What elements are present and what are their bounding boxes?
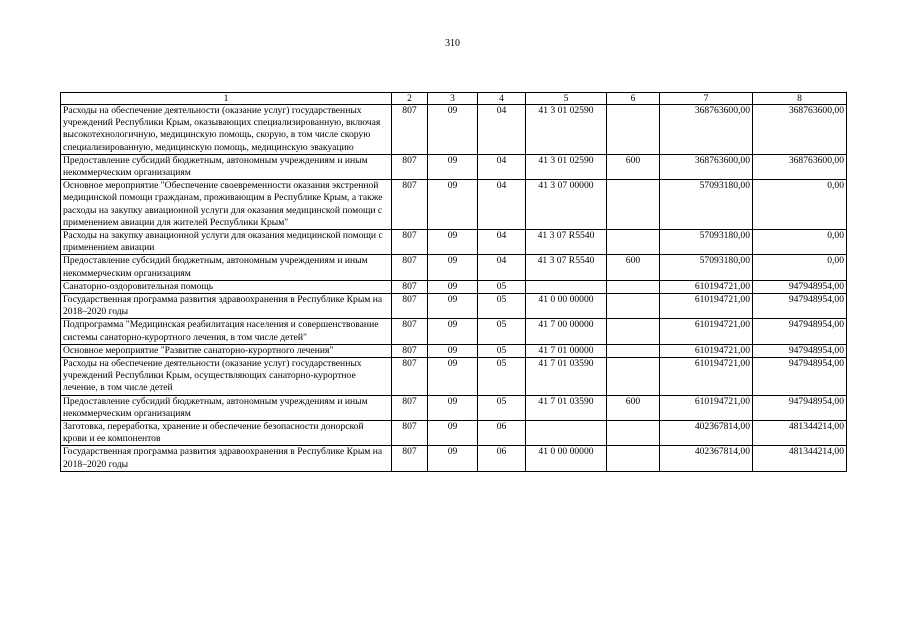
column-header: 6 [607, 93, 660, 105]
row-name-cell: Предоставление субсидий бюджетным, автономным учреждениям и иным некоммерческим организациям [61, 255, 392, 280]
expense-type-cell [607, 280, 660, 293]
target-article-cell: 41 7 00 00000 [526, 319, 607, 344]
section-code-cell: 09 [428, 294, 478, 319]
row-name-cell: Расходы на обеспечение деятельности (оказание услуг) государственных учреждений Республики Крым, оказывающих специализированную, включая высокотехнологичную, медицинскую помощь, скорую, в том числе скорую специализированную, медицинскую помощь, медицинскую эвакуацию [61, 105, 392, 155]
expense-type-cell [607, 319, 660, 344]
amount-2019-cell: 610194721,00 [660, 294, 753, 319]
expense-type-cell [607, 105, 660, 155]
amount-2019-cell: 610194721,00 [660, 319, 753, 344]
subsection-code-cell: 06 [478, 446, 526, 471]
target-article-cell: 41 0 00 00000 [526, 446, 607, 471]
column-header: 4 [478, 93, 526, 105]
table-row [61, 230, 847, 255]
target-article-cell: 41 3 07 R5540 [526, 255, 607, 280]
amount-2020-cell: 947948954,00 [753, 280, 847, 293]
target-article-cell: 41 7 01 00000 [526, 344, 607, 357]
amount-2020-cell: 368763600,00 [753, 105, 847, 155]
row-name-cell: Государственная программа развития здравоохранения в Республике Крым на 2018–2020 годы [61, 294, 392, 319]
row-name-cell: Расходы на обеспечение деятельности (оказание услуг) государственных учреждений Республики Крым, осуществляющих санаторно-курортное лечение, в том числе детей [61, 358, 392, 396]
amount-2020-cell: 947948954,00 [753, 358, 847, 396]
header-row [61, 93, 847, 105]
budget-table [60, 92, 847, 472]
expense-type-cell [607, 446, 660, 471]
target-article-cell: 41 7 01 03590 [526, 358, 607, 396]
section-code-cell: 09 [428, 180, 478, 230]
subsection-code-cell: 05 [478, 294, 526, 319]
table-row [61, 255, 847, 280]
target-article-cell: 41 0 00 00000 [526, 294, 607, 319]
ministry-code-cell: 807 [392, 105, 428, 155]
row-name-cell: Подпрограмма "Медицинская реабилитация населения и совершенствование системы санаторно-курортного лечения, в том числе детей" [61, 319, 392, 344]
row-name-cell: Основное мероприятие "Обеспечение своевременности оказания экстренной медицинской помощи гражданам, проживающим в Республике Крым, а также расходы на закупку авиационной услуги для оказания медицинской помощи с применением авиации для жителей Республики Крым" [61, 180, 392, 230]
table-row [61, 280, 847, 293]
table-body [61, 105, 847, 472]
ministry-code-cell: 807 [392, 344, 428, 357]
amount-2019-cell: 402367814,00 [660, 446, 753, 471]
section-code-cell: 09 [428, 105, 478, 155]
ministry-code-cell: 807 [392, 230, 428, 255]
section-code-cell: 09 [428, 280, 478, 293]
amount-2019-cell: 57093180,00 [660, 255, 753, 280]
expense-type-cell [607, 230, 660, 255]
target-article-cell: 41 3 07 R5540 [526, 230, 607, 255]
table-row [61, 319, 847, 344]
table-row [61, 344, 847, 357]
column-header: 2 [392, 93, 428, 105]
subsection-code-cell: 05 [478, 395, 526, 420]
table-row [61, 180, 847, 230]
row-name-cell: Основное мероприятие "Развитие санаторно-курортного лечения" [61, 344, 392, 357]
section-code-cell: 09 [428, 446, 478, 471]
amount-2019-cell: 610194721,00 [660, 280, 753, 293]
column-header: 3 [428, 93, 478, 105]
subsection-code-cell: 05 [478, 319, 526, 344]
amount-2020-cell: 947948954,00 [753, 294, 847, 319]
ministry-code-cell: 807 [392, 255, 428, 280]
subsection-code-cell: 04 [478, 180, 526, 230]
amount-2020-cell: 947948954,00 [753, 395, 847, 420]
table-row [61, 395, 847, 420]
amount-2019-cell: 610194721,00 [660, 358, 753, 396]
table-row [61, 294, 847, 319]
row-name-cell: Предоставление субсидий бюджетным, автономным учреждениям и иным некоммерческим организациям [61, 395, 392, 420]
target-article-cell: 41 3 07 00000 [526, 180, 607, 230]
column-header: 5 [526, 93, 607, 105]
row-name-cell: Расходы на закупку авиационной услуги для оказания медицинской помощи с применением авиации [61, 230, 392, 255]
amount-2020-cell: 0,00 [753, 255, 847, 280]
ministry-code-cell: 807 [392, 294, 428, 319]
subsection-code-cell: 04 [478, 154, 526, 179]
amount-2019-cell: 610194721,00 [660, 395, 753, 420]
table-row [61, 446, 847, 471]
expense-type-cell [607, 294, 660, 319]
amount-2020-cell: 481344214,00 [753, 421, 847, 446]
amount-2020-cell: 368763600,00 [753, 154, 847, 179]
subsection-code-cell: 04 [478, 230, 526, 255]
target-article-cell [526, 280, 607, 293]
subsection-code-cell: 05 [478, 280, 526, 293]
ministry-code-cell: 807 [392, 358, 428, 396]
section-code-cell: 09 [428, 358, 478, 396]
amount-2020-cell: 0,00 [753, 230, 847, 255]
expense-type-cell [607, 358, 660, 396]
page-number: 310 [445, 38, 460, 49]
target-article-cell: 41 3 01 02590 [526, 154, 607, 179]
row-name-cell: Государственная программа развития здравоохранения в Республике Крым на 2018–2020 годы [61, 446, 392, 471]
table-row [61, 105, 847, 155]
section-code-cell: 09 [428, 421, 478, 446]
amount-2019-cell: 402367814,00 [660, 421, 753, 446]
column-header: 8 [753, 93, 847, 105]
ministry-code-cell: 807 [392, 446, 428, 471]
subsection-code-cell: 04 [478, 105, 526, 155]
ministry-code-cell: 807 [392, 280, 428, 293]
section-code-cell: 09 [428, 255, 478, 280]
row-name-cell: Предоставление субсидий бюджетным, автономным учреждениям и иным некоммерческим организациям [61, 154, 392, 179]
column-header: 7 [660, 93, 753, 105]
subsection-code-cell: 06 [478, 421, 526, 446]
expense-type-cell [607, 344, 660, 357]
amount-2019-cell: 368763600,00 [660, 105, 753, 155]
expense-type-cell: 600 [607, 255, 660, 280]
amount-2019-cell: 57093180,00 [660, 230, 753, 255]
table-row [61, 421, 847, 446]
column-header: 1 [61, 93, 392, 105]
ministry-code-cell: 807 [392, 421, 428, 446]
subsection-code-cell: 04 [478, 255, 526, 280]
ministry-code-cell: 807 [392, 180, 428, 230]
subsection-code-cell: 05 [478, 344, 526, 357]
expense-type-cell [607, 180, 660, 230]
section-code-cell: 09 [428, 154, 478, 179]
expense-type-cell: 600 [607, 395, 660, 420]
subsection-code-cell: 05 [478, 358, 526, 396]
amount-2019-cell: 610194721,00 [660, 344, 753, 357]
amount-2020-cell: 0,00 [753, 180, 847, 230]
expense-type-cell: 600 [607, 154, 660, 179]
section-code-cell: 09 [428, 319, 478, 344]
row-name-cell: Заготовка, переработка, хранение и обеспечение безопасности донорской крови и ее компонентов [61, 421, 392, 446]
row-name-cell: Санаторно-оздоровительная помощь [61, 280, 392, 293]
ministry-code-cell: 807 [392, 154, 428, 179]
ministry-code-cell: 807 [392, 395, 428, 420]
target-article-cell: 41 3 01 02590 [526, 105, 607, 155]
expense-type-cell [607, 421, 660, 446]
amount-2020-cell: 947948954,00 [753, 319, 847, 344]
target-article-cell: 41 7 01 03590 [526, 395, 607, 420]
section-code-cell: 09 [428, 344, 478, 357]
amount-2020-cell: 481344214,00 [753, 446, 847, 471]
target-article-cell [526, 421, 607, 446]
section-code-cell: 09 [428, 395, 478, 420]
amount-2020-cell: 947948954,00 [753, 344, 847, 357]
table-row [61, 358, 847, 396]
amount-2019-cell: 368763600,00 [660, 154, 753, 179]
section-code-cell: 09 [428, 230, 478, 255]
table-row [61, 154, 847, 179]
ministry-code-cell: 807 [392, 319, 428, 344]
amount-2019-cell: 57093180,00 [660, 180, 753, 230]
